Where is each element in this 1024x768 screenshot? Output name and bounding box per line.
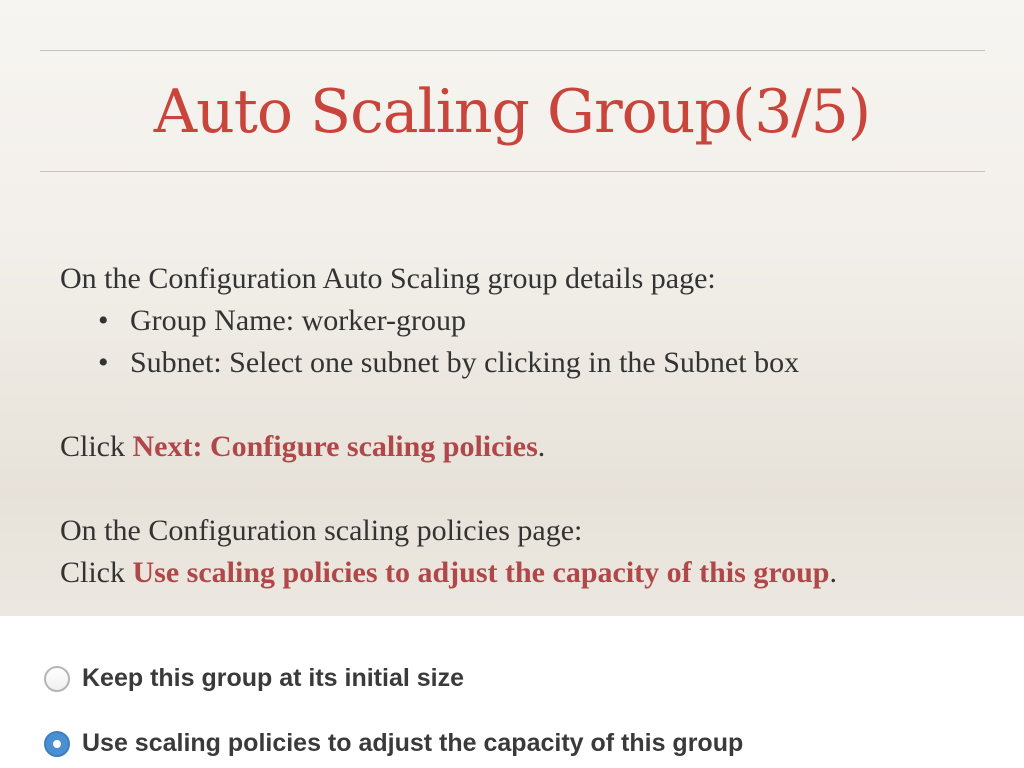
step-prefix: Click [60,556,133,589]
bullet-marker: • [98,304,109,337]
step-use-scaling-policies [60,552,990,594]
radio-unselected-icon[interactable] [44,666,70,692]
step-suffix: . [829,556,837,589]
bullet-item-group-name [60,300,990,342]
radio-dot-icon [53,740,61,748]
radio-option-use-scaling-policies[interactable] [44,729,743,758]
radio-option-keep-initial-size[interactable] [44,664,464,693]
step-suffix: . [537,430,546,463]
title-rule-top [40,50,985,51]
radio-option-label: Keep this group at its initial size [82,664,465,692]
slide-body [60,258,990,594]
step-highlight: Next: Configure scaling policies [132,430,538,463]
radio-selected-icon[interactable] [44,731,70,757]
spacer [60,468,990,510]
bullet-text: Subnet: Select one subnet by clicking in the Subnet box [130,346,800,379]
spacer [60,384,990,426]
title-rule-bottom [40,171,985,172]
scaling-policy-options [0,616,1024,768]
policies-intro-text: On the Configuration scaling policies page: [60,514,583,547]
bullet-marker: • [98,346,109,379]
slide-title: Auto Scaling Group(3/5) [153,77,871,147]
step-highlight: Use scaling policies to adjust the capacity of this group [132,556,830,589]
bullet-item-subnet [60,342,990,384]
step-prefix: Click [60,430,133,463]
step-next-configure [60,426,990,468]
radio-option-label: Use scaling policies to adjust the capacity of this group [82,729,744,757]
intro-text: On the Configuration Auto Scaling group details page: [60,262,716,295]
bullet-text: Group Name: worker-group [130,304,466,337]
